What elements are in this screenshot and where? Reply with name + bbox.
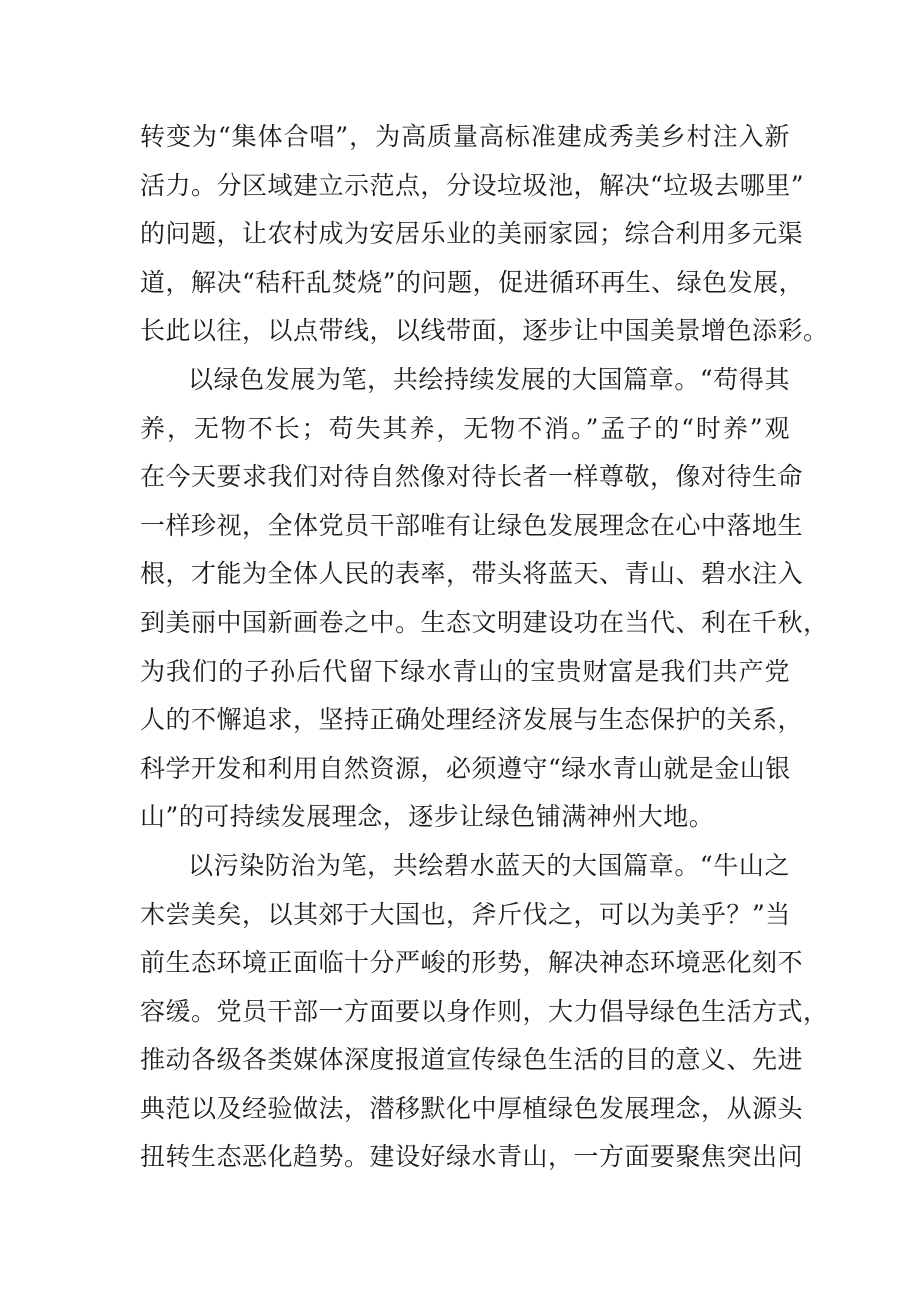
paragraph-line: 推动各级各类媒体深度报道宣传绿色生活的目的意义、先进 xyxy=(140,1045,804,1075)
paragraph-line: 在今天要求我们对待自然像对待长者一样尊敬，像对待生命 xyxy=(140,462,804,492)
paragraph-line: 山”的可持续发展理念，逐步让绿色铺满神州大地。 xyxy=(140,802,715,832)
paragraph-line: 木尝美矣，以其郊于大国也，斧斤伐之，可以为美乎？”当 xyxy=(140,899,791,929)
paragraph-line: 一样珍视，全体党员干部唯有让绿色发展理念在心中落地生 xyxy=(140,510,804,540)
document-body xyxy=(140,113,829,1182)
paragraph-line: 典范以及经验做法，潜移默化中厚植绿色发展理念，从源头 xyxy=(140,1093,804,1123)
paragraph-line: 为我们的子孙后代留下绿水青山的宝贵财富是我们共产党 xyxy=(140,656,790,686)
paragraph-line: 的问题，让农村成为安居乐业的美丽家园；综合利用多元渠 xyxy=(140,219,804,249)
paragraph-line: 以绿色发展为笔，共绘持续发展的大国篇章。“苟得其 xyxy=(188,364,790,394)
paragraph-line: 到美丽中国新画卷之中。生态文明建设功在当代、利在千秋， xyxy=(140,607,829,637)
paragraph-line: 人的不懈追求，坚持正确处理经济发展与生态保护的关系， xyxy=(140,705,804,735)
paragraph-line: 养，无物不长；苟失其养，无物不消。”孟子的“时养”观 xyxy=(140,413,790,443)
paragraph-line: 根，才能为全体人民的表率，带头将蓝天、青山、碧水注入 xyxy=(140,559,804,589)
paragraph-line: 前生态环境正面临十分严峻的形势，解决神态环境恶化刻不 xyxy=(140,948,804,978)
paragraph-line: 科学开发和利用自然资源，必须遵守“绿水青山就是金山银 xyxy=(140,753,791,783)
paragraph-line: 扭转生态恶化趋势。建设好绿水青山，一方面要聚焦突出问 xyxy=(140,1142,804,1172)
paragraph-line: 长此以往，以点带线，以线带面，逐步让中国美景增色添彩。 xyxy=(140,316,829,346)
paragraph-line: 以污染防治为笔，共绘碧水蓝天的大国篇章。“牛山之 xyxy=(188,850,790,880)
paragraph-line: 道，解决“秸秆乱焚烧”的问题，促进循环再生、绿色发展， xyxy=(140,267,805,297)
paragraph-line: 活力。分区域建立示范点，分设垃圾池，解决“垃圾去哪里” xyxy=(140,170,805,200)
paragraph-line: 容缓。党员干部一方面要以身作则，大力倡导绿色生活方式， xyxy=(140,996,829,1026)
paragraph-line: 转变为“集体合唱”，为高质量高标准建成秀美乡村注入新 xyxy=(140,122,790,151)
